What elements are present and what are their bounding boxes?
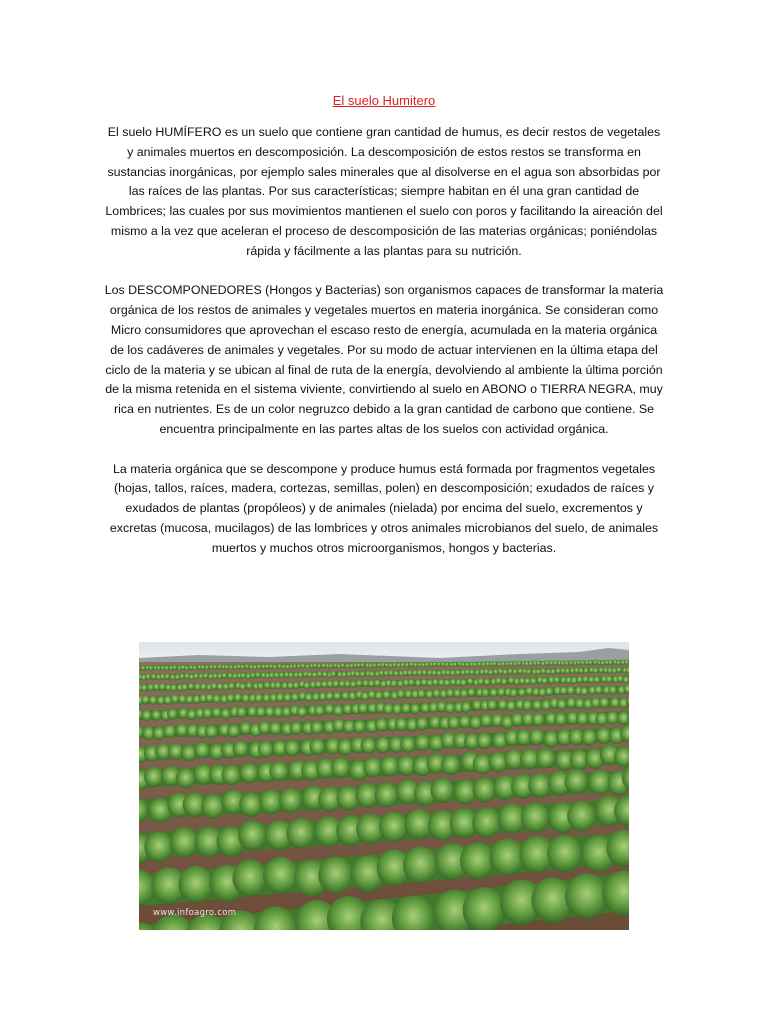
lettuce-plant xyxy=(354,671,360,677)
lettuce-plant xyxy=(244,664,249,669)
lettuce-plant xyxy=(550,668,556,674)
lettuce-plant xyxy=(521,802,550,833)
lettuce-plant xyxy=(290,693,299,702)
lettuce-plant xyxy=(390,680,397,688)
lettuce-plant xyxy=(330,671,336,677)
lettuce-plant xyxy=(564,661,569,666)
lettuce-plant xyxy=(608,660,613,665)
lettuce-plant xyxy=(149,695,158,704)
lettuce-plant xyxy=(528,661,533,666)
lettuce-plant xyxy=(227,724,240,738)
lettuce-plant xyxy=(608,685,617,694)
lettuce-plant xyxy=(236,706,247,717)
lettuce-plant xyxy=(460,679,467,687)
lettuce-plant xyxy=(187,683,194,691)
lettuce-plant xyxy=(461,662,466,667)
lettuce-plant xyxy=(272,664,277,669)
lettuce-plant xyxy=(532,700,543,711)
lettuce-plant xyxy=(450,670,456,676)
lettuce-plant xyxy=(316,663,321,668)
lettuce-plant xyxy=(297,672,303,678)
lettuce-plant xyxy=(424,662,429,667)
lettuce-plant xyxy=(516,661,521,666)
lettuce-plant xyxy=(529,729,545,746)
lettuce-field-photo xyxy=(139,642,629,930)
lettuce-plant xyxy=(481,688,490,697)
lettuce-plant xyxy=(396,689,405,698)
lettuce-plant xyxy=(380,756,399,777)
lettuce-plant xyxy=(567,801,596,832)
lettuce-plant xyxy=(413,662,418,667)
lettuce-plant xyxy=(472,807,501,838)
lettuce-plant xyxy=(286,818,315,849)
lettuce-plant xyxy=(359,671,365,677)
lettuce-plant xyxy=(355,679,362,687)
lettuce-plant xyxy=(170,684,177,692)
lettuce-plant xyxy=(141,710,152,721)
lettuce-plant xyxy=(176,768,195,789)
lettuce-plant xyxy=(233,693,242,702)
lettuce-plant xyxy=(624,660,629,665)
photo-watermark: www.infoagro.com xyxy=(153,908,237,918)
lettuce-plant xyxy=(583,668,589,674)
lettuce-plant xyxy=(257,682,264,690)
lettuce-plant xyxy=(472,662,477,667)
lettuce-plant xyxy=(535,669,541,675)
lettuce-plant xyxy=(374,691,383,700)
lettuce-plant xyxy=(331,757,350,778)
lettuce-plant xyxy=(171,694,180,703)
lettuce-plant xyxy=(233,740,249,757)
lettuce-plant xyxy=(441,755,460,776)
lettuce-plant xyxy=(192,665,197,670)
lettuce-plant xyxy=(487,699,498,710)
lettuce-plant xyxy=(483,678,490,686)
lettuce-plant xyxy=(212,694,221,703)
lettuce-plant xyxy=(279,788,303,813)
lettuce-plant xyxy=(556,699,567,710)
lettuce-plant xyxy=(144,832,173,863)
lettuce-plant xyxy=(297,706,308,717)
lettuce-plant xyxy=(554,712,567,726)
lettuce-plant xyxy=(252,665,257,670)
lettuce-plant xyxy=(536,661,541,666)
lettuce-plant xyxy=(517,688,526,697)
lettuce-plant xyxy=(181,683,188,691)
lettuce-plant xyxy=(172,665,177,670)
lettuce-plant xyxy=(372,663,377,668)
lettuce-plant xyxy=(239,792,263,817)
lettuce-plant xyxy=(221,672,227,678)
lettuce-plant xyxy=(148,665,153,670)
lettuce-plant xyxy=(317,671,323,677)
lettuce-plant xyxy=(581,729,597,746)
lettuce-plant xyxy=(141,665,146,670)
lettuce-plant xyxy=(403,846,438,883)
paragraph-humifero: El suelo HUMÍFERO es un suelo que contiene gran cantidad de humus, es decir restos de vegetales y animales muertos en descomposición. La descomposición de estos restos se transforma en sustancias inorgánicas, por ejemplo sales minerales que al disolverse en el agua son absorbidas por las raíces de las plantas. Por sus características; siempre habitan en él una gran cantidad de Lombrices; las cuales por sus movimientos mantienen el suelo con poros y facilitando la aireación del mismo a la vez que aceleran el proceso de descomposición de las materias orgánicas; poniéndolas rápida y fácilmente a las plantas para su nutrición. xyxy=(105,125,663,258)
lettuce-plant xyxy=(492,661,497,666)
lettuce-plant xyxy=(292,681,299,689)
lettuce-plant xyxy=(606,711,619,725)
lettuce-plant xyxy=(288,672,294,678)
lettuce-plant xyxy=(369,671,375,677)
lettuce-plant xyxy=(592,667,598,673)
lettuce-plant xyxy=(388,670,394,676)
lettuce-plant xyxy=(506,700,517,711)
lettuce-plant xyxy=(599,697,610,708)
lettuce-plant xyxy=(340,663,345,668)
lettuce-plant xyxy=(444,662,449,667)
lettuce-plant xyxy=(238,820,267,851)
lettuce-plant xyxy=(284,740,300,757)
lettuce-plant xyxy=(254,693,263,702)
lettuce-plant xyxy=(332,680,339,688)
lettuce-plant xyxy=(416,717,429,731)
lettuce-plant xyxy=(467,688,476,697)
lettuce-plant xyxy=(212,665,217,670)
lettuce-plant xyxy=(203,673,209,679)
lettuce-plant xyxy=(194,742,210,759)
lettuce-plant xyxy=(274,682,281,690)
lettuce-plant xyxy=(375,718,388,732)
lettuce-plant xyxy=(489,688,498,697)
lettuce-plant xyxy=(382,690,391,699)
lettuce-plant xyxy=(532,712,545,726)
lettuce-plant xyxy=(279,672,285,678)
lettuce-plant xyxy=(404,662,409,667)
lettuce-plant xyxy=(258,741,274,758)
lettuce-plant xyxy=(303,682,310,690)
lettuce-plant xyxy=(465,662,470,667)
paragraph-materia-organica: La materia orgánica que se descompone y produce humus está formada por fragmentos vegetales (hojas, tallos, raíces, madera, cortezas, semillas, polen) en descomposición; exudados de raíces y exudados de plantas (propóleos) y de animales (nielada) por encima del suelo, excrementos y excretas (mucosa, mucilagos) de las lombrices y otros animales microbianos del suelo, de animales muertos y muchos otros microorganismos, hongos y bacterias. xyxy=(109,461,659,555)
lettuce-plant xyxy=(452,662,457,667)
lettuce-plant xyxy=(500,661,505,666)
lettuce-plant xyxy=(164,665,169,670)
lettuce-plant xyxy=(605,675,612,683)
lettuce-plant xyxy=(184,665,189,670)
lettuce-plant xyxy=(375,782,399,807)
lettuce-plant xyxy=(530,677,537,685)
lettuce-plant xyxy=(400,736,416,753)
lettuce-plant xyxy=(477,678,484,686)
lettuce-plant xyxy=(300,663,305,668)
lettuce-plant xyxy=(220,708,231,719)
lettuce-plant xyxy=(239,683,246,691)
lettuce-plant xyxy=(328,663,333,668)
lettuce-plant xyxy=(151,709,162,720)
lettuce-plant xyxy=(257,664,262,669)
lettuce-plant xyxy=(593,676,600,684)
lettuce-plant xyxy=(580,660,585,665)
lettuce-plant xyxy=(379,812,408,843)
lettuce-plant xyxy=(283,693,292,702)
lettuce-plant xyxy=(580,687,589,696)
lettuce-plant xyxy=(245,682,252,690)
lettuce-plant xyxy=(222,765,241,786)
lettuce-plant xyxy=(263,857,298,894)
lettuce-plant xyxy=(374,679,381,687)
lettuce-plant xyxy=(269,761,288,782)
lettuce-plant xyxy=(467,678,474,686)
lettuce-plant xyxy=(204,665,209,670)
paragraph-descomponedores: Los DESCOMPONEDORES (Hongos y Bacterias) son organismos capaces de transformar la materia orgánica de los restos de animales y vegetales muertos en materia inorgánica. Se consideran como Micro consumidores que aprovechan el escaso resto de energía, acumulada en la materia orgánica de los cadáveres de animales y vegetales. Por su modo de actuar intervienen en la última etapa del ciclo de la materia y se ubican al final de ruta de la energía, devolviendo al ambiente la última porción de la misma retenida en el sistema viviente, convirtiendo al suelo en ABONO o TIERRA NEGRA, muy rica en nutrientes. Es de un color negruzco debido a la gran cantidad de carbono que contiene. Se encuentra principalmente en las partes altas de los suelos con actividad orgánica. xyxy=(104,283,664,436)
lettuce-plant xyxy=(239,763,258,784)
lettuce-plant xyxy=(360,662,365,667)
lettuce-plant xyxy=(436,662,441,667)
document-title: El suelo Humitero xyxy=(332,93,436,108)
lettuce-plant xyxy=(421,669,427,675)
lettuce-plant xyxy=(509,688,518,697)
lettuce-plant xyxy=(522,700,533,711)
lettuce-plant xyxy=(358,703,369,714)
lettuce-plant xyxy=(228,682,235,690)
lettuce-plant xyxy=(407,670,413,676)
lettuce-plant xyxy=(588,660,593,665)
lettuce-plant xyxy=(461,701,472,712)
lettuce-plant xyxy=(201,794,225,819)
lettuce-plant xyxy=(500,678,507,686)
lettuce-plant xyxy=(333,691,342,700)
lettuce-plant xyxy=(594,685,603,694)
lettuce-plant xyxy=(333,705,344,716)
lettuce-plant xyxy=(163,724,176,738)
document-body xyxy=(104,123,664,578)
lettuce-plant xyxy=(211,707,222,718)
lettuce-plant xyxy=(312,672,318,678)
lettuce-plant xyxy=(393,670,399,676)
lettuce-plant xyxy=(544,660,549,665)
lettuce-plant xyxy=(290,721,303,735)
lettuce-plant xyxy=(488,669,494,675)
lettuce-plant xyxy=(526,669,532,675)
lettuce-plant xyxy=(181,745,197,762)
lettuce-plant xyxy=(164,673,170,679)
lettuce-plant xyxy=(277,664,282,669)
lettuce-plant xyxy=(455,670,461,676)
lettuce-plant xyxy=(540,668,546,674)
lettuce-plant xyxy=(410,703,421,714)
lettuce-plant xyxy=(255,672,261,678)
lettuce-plant xyxy=(476,732,492,749)
lettuce-plant xyxy=(414,734,430,751)
lettuce-plant xyxy=(151,673,157,679)
lettuce-plant xyxy=(565,873,608,918)
lettuce-plant xyxy=(167,708,178,719)
lettuce-plant xyxy=(502,669,508,675)
lettuce-plant xyxy=(565,769,589,794)
lettuce-plant xyxy=(553,676,560,684)
lettuce-plant xyxy=(205,725,218,739)
lettuce-plant xyxy=(545,687,554,696)
lettuce-plant xyxy=(141,695,150,704)
lettuce-plant xyxy=(469,669,475,675)
lettuce-plant xyxy=(541,677,548,685)
lettuce-plant xyxy=(240,664,245,669)
field-illustration xyxy=(139,642,629,930)
lettuce-plant xyxy=(228,665,233,670)
lettuce-plant xyxy=(353,720,366,734)
lettuce-plant xyxy=(202,708,213,719)
lettuce-plant xyxy=(179,866,214,903)
lettuce-plant xyxy=(145,673,151,679)
lettuce-plant xyxy=(322,671,328,677)
lettuce-plant xyxy=(170,827,199,858)
lettuce-plant xyxy=(193,673,199,679)
lettuce-plant xyxy=(536,748,555,769)
lettuce-plant xyxy=(616,660,621,665)
lettuce-plant xyxy=(477,661,482,666)
lettuce-plant xyxy=(443,679,450,687)
lettuce-plant xyxy=(431,778,455,803)
lettuce-plant xyxy=(547,835,582,872)
lettuce-plant xyxy=(310,721,323,735)
lettuce-plant xyxy=(566,686,575,695)
lettuce-plant xyxy=(144,767,163,788)
lettuce-plant xyxy=(240,672,246,678)
lettuce-plant xyxy=(408,679,415,687)
lettuce-plant xyxy=(314,705,325,716)
lettuce-plant xyxy=(269,721,282,735)
lettuce-plant xyxy=(616,667,622,673)
lettuce-plant xyxy=(508,661,513,666)
lettuce-plant xyxy=(141,684,148,692)
lettuce-plant xyxy=(469,716,482,730)
lettuce-plant xyxy=(310,738,326,755)
lettuce-plant xyxy=(292,664,297,669)
lettuce-plant xyxy=(512,668,518,674)
lettuce-plant xyxy=(493,669,499,675)
lettuce-plant xyxy=(325,691,334,700)
lettuce-plant xyxy=(363,757,382,778)
lettuce-plant xyxy=(305,664,310,669)
lettuce-plant xyxy=(318,856,353,893)
lettuce-plant xyxy=(480,713,493,727)
lettuce-plant xyxy=(432,662,437,667)
lettuce-plant xyxy=(361,737,377,754)
lettuce-plant xyxy=(473,777,497,802)
lettuce-plant xyxy=(417,689,426,698)
lettuce-plant xyxy=(568,660,573,665)
lettuce-plant xyxy=(232,859,267,896)
lettuce-plant xyxy=(400,662,405,667)
